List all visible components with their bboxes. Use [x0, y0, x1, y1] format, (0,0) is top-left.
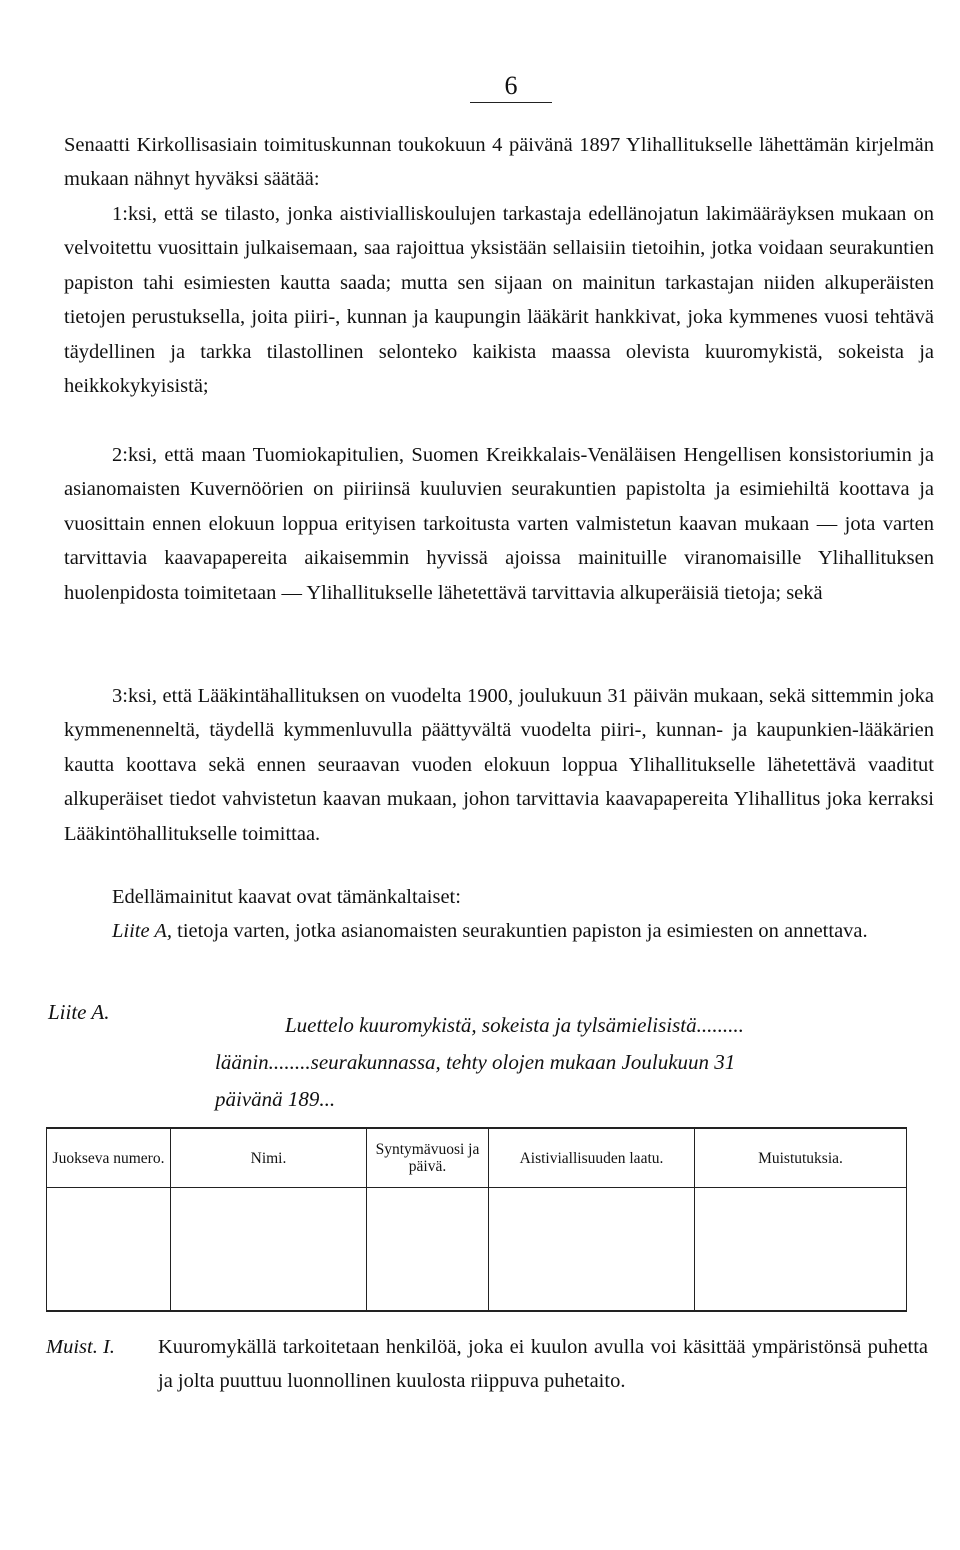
appendix-ref-label: Liite A, [112, 920, 172, 942]
forms-intro: Edellämainitut kaavat ovat tämänkaltaiset: [112, 886, 461, 908]
table-cell [47, 1188, 171, 1312]
header-birth-date: Syntymävuosi ja päivä. [367, 1128, 489, 1188]
footnote-label: Muist. I. [46, 1336, 115, 1358]
table-cell [489, 1188, 695, 1312]
header-running-number: Juokseva numero. [47, 1128, 171, 1188]
header-name: Nimi. [171, 1128, 367, 1188]
footnote-text: Kuuromykällä tarkoitetaan henkilöä, joka ei kuulon avulla voi käsittää ympäristönsä puhetta ja jolta puuttuu luonnollinen kuulosta riippuva puhetaito. [158, 1336, 928, 1392]
clause-2: 2:ksi, että maan Tuomiokapitulien, Suomen Kreikkalais-Venäläisen Hengellisen konsistoriumin ja asianomaisten Kuvernöörien on piiriinsä kuuluvien seurakuntien papistolta ja esimiehiltä koottava ja vuosittain ennen elokuun loppua erityisen tarkoitusta varten valmistetun kaavan mukaan — jota varten tarvittavia kaavapapereita aikaisemmin hyvissä ajoissa mainituille viranomaisille Ylihallituksen huolenpidosta toimitetaan — Ylihallitukselle lähetettävä tarvittavia alkuperäisiä tietoja; sekä [64, 444, 934, 604]
table-cell [695, 1188, 907, 1312]
form-table [46, 1127, 906, 1312]
clause-3: 3:ksi, että Lääkintähallituksen on vuodelta 1900, joulukuun 31 päivän mukaan, sekä sittemmin joka kymmenenneltä, täydellä kymmenluvulla päättyvältä vuodelta piiri-, kunnan- ja kaupunkien-lääkärien kautta koottava sekä ennen seuraavan vuoden elokuun loppua Ylihallitukselle lähetettävä vaaditut alkuperäiset tiedot vahvistetun kaavan mukaan, johon tarvittavia kaavapapereita Ylihallitus joka kerraksi Lääkintöhallitukselle toimittaa. [64, 685, 934, 845]
header-disability-type: Aistiviallisuuden laatu. [489, 1128, 695, 1188]
table-cell [171, 1188, 367, 1312]
intro-paragraph: Senaatti Kirkollisasiain toimituskunnan toukokuun 4 päivänä 1897 Ylihallitukselle lähettämän kirjelmän mukaan nähnyt hyväksi säätää: [64, 134, 934, 191]
clause-1: 1:ksi, että se tilasto, jonka aistivialliskoulujen tarkastaja edellänojatun lakimääräyksen mukaan on velvoitettu vuosittain julkaisemaan, saa rajoittua yksistään sellaisiin tietoihin, jotka voidaan seurakuntien papiston tahi esimiesten kautta saada; mutta sen sijaan on mainitun tarkastajan niiden alkuperäisten tietojen perustuksella, joita piiri-, kunnan ja kaupungin lääkärit hankkivat, joka kymmenes vuosi tehtävä täydellinen ja tarkka tilastollinen selonteko kaikista maassa olevista kuuromykistä, sokeista ja heikkokykyisistä; [64, 203, 934, 398]
form-title-line-2: läänin........seurakunnassa, tehty olojen mukaan Joulukuun 31 [215, 1050, 736, 1074]
appendix-tag: Liite A. [48, 1000, 110, 1024]
header-remarks: Muistutuksia. [695, 1128, 907, 1188]
appendix-ref-text: tietoja varten, jotka asianomaisten seurakuntien papiston ja esimiesten on annettava. [177, 920, 868, 942]
page-number: 6 [470, 72, 552, 103]
form-title-line-1: Luettelo kuuromykistä, sokeista ja tylsämielisistä......... [285, 1013, 744, 1037]
table-cell [367, 1188, 489, 1312]
form-title-line-3: päivänä 189... [215, 1087, 336, 1111]
appendix-reference [64, 914, 934, 948]
table-row [47, 1188, 907, 1312]
